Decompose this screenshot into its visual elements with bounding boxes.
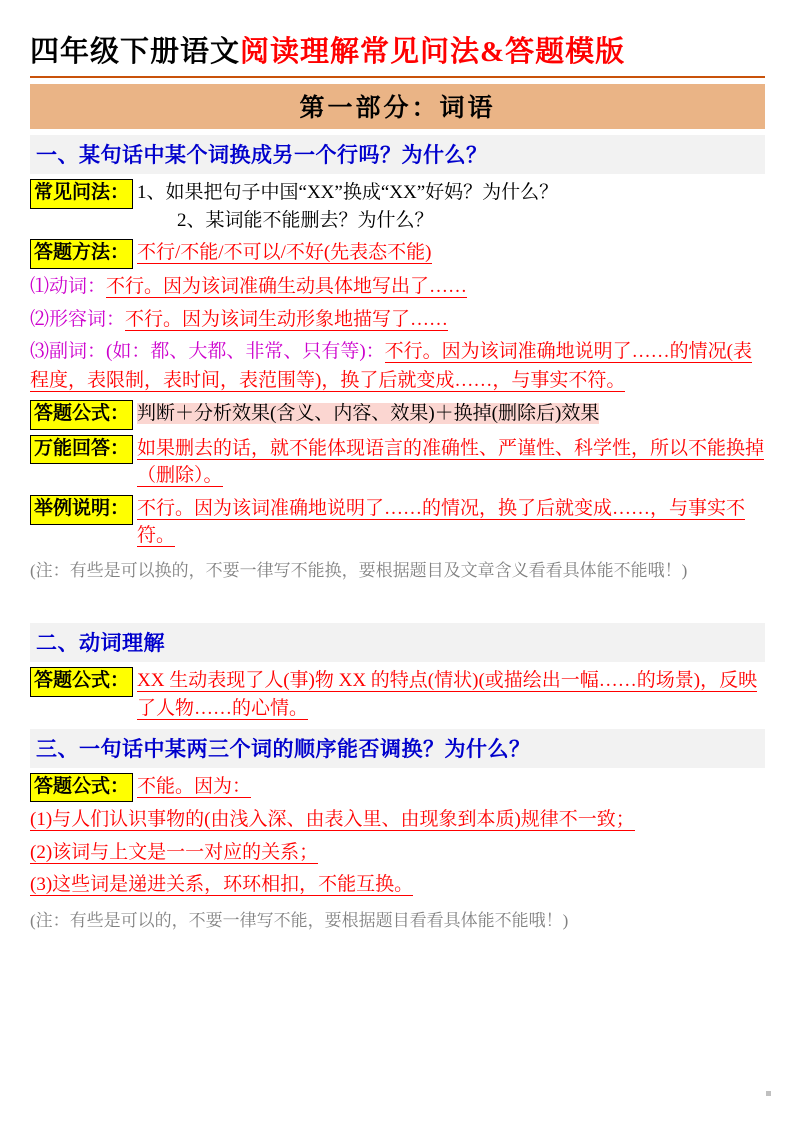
section2-row-formula — [30, 667, 765, 722]
page-corner-mark — [766, 1091, 771, 1096]
section1-row-answer-method — [30, 239, 765, 269]
spacer — [30, 583, 765, 617]
answer-formula-3-body — [133, 773, 765, 801]
tag-answer-formula-2: 答题公式： — [30, 667, 133, 697]
section1-point-3-label: ⑶副词：(如：都、大都、非常、只有等)： — [30, 341, 385, 363]
section1-row-common-questions — [30, 179, 765, 234]
tag-example: 举例说明： — [30, 495, 133, 525]
answer-method-body — [133, 239, 765, 267]
common-question-line-2: 2、某词能不能删去？为什么？ — [177, 209, 434, 231]
section3-point-1-text: (1)与人们认识事物的(由浅入深、由表入里、由现象到本质)规律不一致； — [30, 809, 635, 831]
answer-formula-1-body — [133, 400, 765, 428]
section1-note: (注：有些是可以换的，不要一律写不能换，要根据题目及文章含义看看具体能不能哦！) — [30, 560, 688, 580]
section1-point-1-label: ⑴动词： — [30, 276, 107, 298]
answer-method-text: 不行/不能/不可以/不好(先表态不能) — [137, 242, 432, 264]
common-questions-body — [133, 179, 765, 234]
section1-point-1-text: 不行。因为该词准确生动具体地写出了…… — [106, 276, 468, 298]
section3-point-1 — [30, 806, 765, 835]
section3-point-2-text: (2)该词与上文是一一对应的关系； — [30, 841, 319, 863]
tag-answer-formula-1: 答题公式： — [30, 400, 133, 430]
section3-point-3 — [30, 871, 765, 900]
universal-answer-body — [133, 435, 765, 490]
section1-point-1 — [30, 273, 765, 302]
common-question-line-1: 1、如果把句子中国“XX”换成“XX”好妈？为什么？ — [137, 182, 559, 204]
part-banner: 第一部分：词语 — [30, 84, 765, 129]
section1-point-2-label: ⑵形容词： — [30, 308, 126, 330]
answer-formula-2-body — [133, 667, 765, 722]
section1-row-formula — [30, 400, 765, 430]
universal-answer-text: 如果删去的话，就不能体现语言的准确性、严谨性、科学性，所以不能换掉（删除）。 — [137, 437, 765, 487]
tag-answer-formula-3: 答题公式： — [30, 773, 133, 803]
section1-point-3-text: 不行。因为该词准确地说明了……的情况(表程度，表限制，表时间，表范围等)，换了后就变成……，与事实不符。 — [30, 341, 752, 391]
tag-answer-method: 答题方法： — [30, 239, 133, 269]
answer-formula-2-text: XX 生动表现了人(事)物 XX 的特点(情状)(或描绘出一幅……的场景)，反映了人物……的心情。 — [137, 670, 758, 719]
example-body — [133, 495, 765, 550]
section3-point-2 — [30, 839, 765, 868]
section3-note: (注：有些是可以的，不要一律写不能，要根据题目看看具体能不能哦！) — [30, 910, 569, 930]
section1-row-example — [30, 495, 765, 550]
section1-point-2-text: 不行。因为该词生动形象地描写了…… — [125, 308, 449, 330]
tag-universal-answer: 万能回答： — [30, 435, 133, 465]
section1-point-2 — [30, 306, 765, 335]
section3-point-3-text: (3)这些词是递进关系，环环相扣，不能互换。 — [30, 874, 414, 896]
section-heading-1: 一、某句话中某个词换成另一个行吗？为什么？ — [30, 135, 765, 174]
section-heading-2: 二、动词理解 — [30, 623, 765, 662]
page-title-red: 阅读理解常见问法&答题模版 — [240, 36, 626, 68]
section1-row-universal-answer — [30, 435, 765, 490]
example-text: 不行。因为该词准确地说明了……的情况，换了后就变成……，与事实不符。 — [137, 497, 746, 547]
page-title — [30, 34, 765, 78]
section1-point-3 — [30, 338, 765, 395]
tag-common-questions: 常见问法： — [30, 179, 133, 209]
answer-formula-1-text: 判断＋分析效果(含义、内容、效果)＋换掉(删除后)效果 — [137, 403, 600, 425]
section3-row-formula — [30, 773, 765, 803]
section-heading-3: 三、一句话中某两三个词的顺序能否调换？为什么？ — [30, 729, 765, 768]
answer-formula-3-text: 不能。因为： — [137, 775, 252, 797]
page-title-black: 四年级下册语文 — [30, 36, 241, 68]
